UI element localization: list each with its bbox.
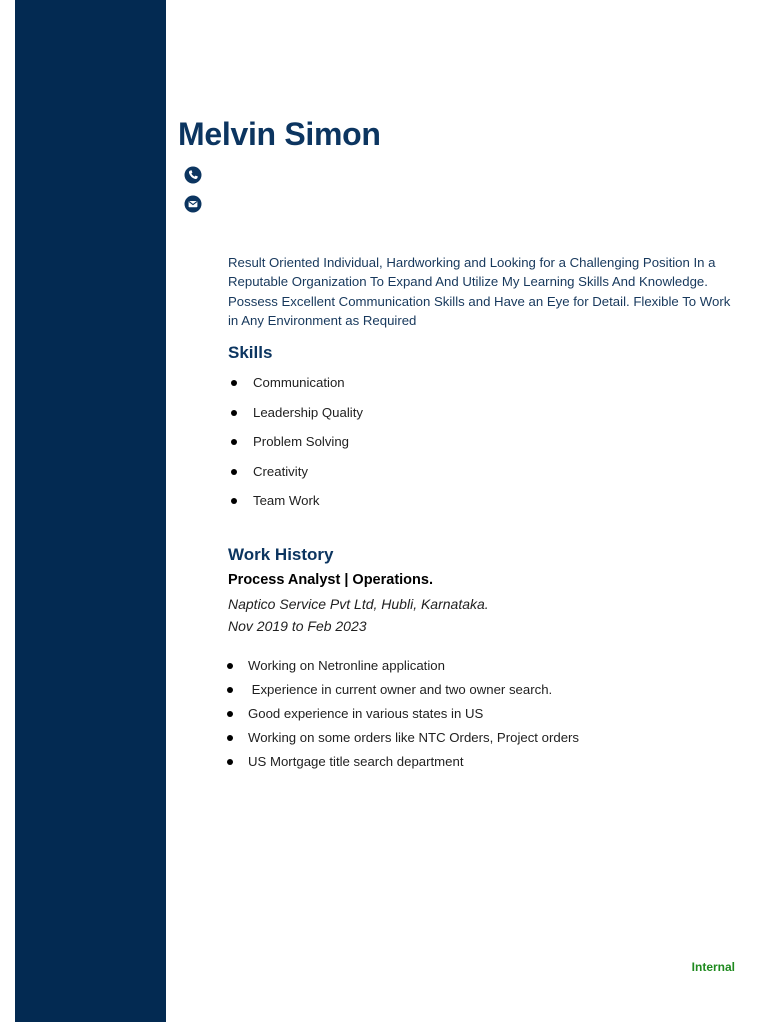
job-title: Process Analyst | Operations. xyxy=(228,572,433,588)
candidate-name: Melvin Simon xyxy=(178,116,381,152)
skill-text: Team Work xyxy=(253,493,320,508)
skill-text: Problem Solving xyxy=(253,434,350,449)
list-item xyxy=(228,432,363,462)
list-item xyxy=(224,728,579,752)
skill-text: Communication xyxy=(253,375,345,390)
bullet-icon xyxy=(231,469,237,475)
employment-dates: Nov 2019 to Feb 2023 xyxy=(228,618,367,634)
skill-text: Leadership Quality xyxy=(253,404,363,420)
bullet-icon xyxy=(227,759,233,765)
bullet-icon xyxy=(231,439,237,445)
skills-list xyxy=(228,373,363,521)
bullet-icon xyxy=(227,735,233,741)
list-item xyxy=(224,752,579,776)
list-item xyxy=(228,491,363,521)
list-item xyxy=(224,656,579,680)
bullet-icon xyxy=(231,498,237,504)
bullet-icon xyxy=(227,663,233,669)
duty-text: Experience in current owner and two owner search. xyxy=(248,682,553,697)
duty-text: US Mortgage title search department xyxy=(248,754,464,769)
duty-text: Good experience in various states in US xyxy=(248,706,484,721)
list-item xyxy=(224,704,579,728)
sidebar-panel xyxy=(15,0,166,1022)
skills-heading: Skills xyxy=(228,343,273,362)
duty-text: Working on some orders like NTC Orders, Project orders xyxy=(248,730,580,745)
work-history-heading: Work History xyxy=(228,545,334,564)
profile-summary: Result Oriented Individual, Hardworking and Looking for a Challenging Position In a Reputable Organization To Expand And Utilize My Learning Skills And Knowledge. Possess Excellent Communication Skills and Have an Eye for Detail. Flexible To Work in Any Environment as Required xyxy=(228,255,731,328)
list-item xyxy=(224,680,579,704)
company-location: Naptico Service Pvt Ltd, Hubli, Karnataka. xyxy=(228,596,489,612)
list-item xyxy=(228,373,363,403)
phone-icon xyxy=(184,166,202,184)
list-item xyxy=(228,462,363,492)
bullet-icon xyxy=(231,380,237,386)
duties-list xyxy=(224,656,579,776)
duty-text: Working on Netronline application xyxy=(248,658,445,673)
list-item xyxy=(228,403,363,433)
bullet-icon xyxy=(227,711,233,717)
classification-label: Internal xyxy=(691,960,735,974)
email-icon xyxy=(184,195,202,213)
bullet-icon xyxy=(231,410,237,416)
bullet-icon xyxy=(227,687,233,693)
skill-text: Creativity xyxy=(253,463,308,479)
